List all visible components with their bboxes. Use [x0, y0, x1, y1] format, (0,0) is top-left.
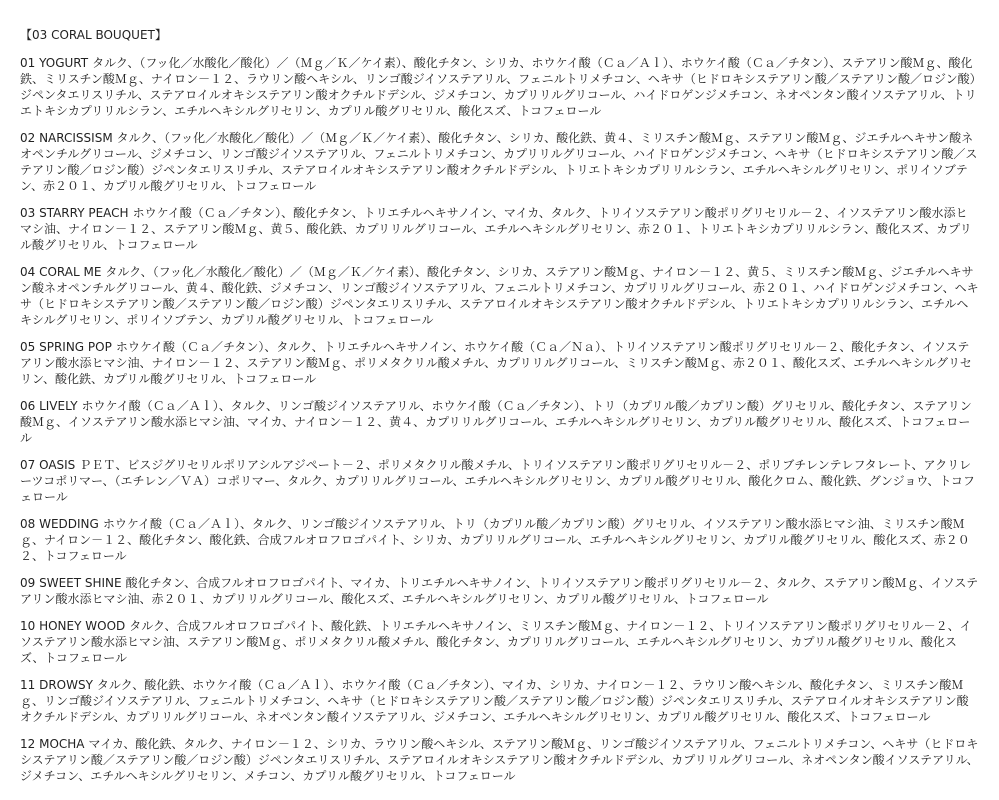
- shade-entry-11: [20, 677, 979, 725]
- shade-ingredients: ホウケイ酸（Ｃａ／チタン）、酸化チタン、トリエチルヘキサノイン、マイカ、タルク、トリイソステアリン酸ポリグリセリル－２、イソステアリン酸水添ヒマシ油、ナイロン－１２、ステアリン酸Ｍｇ、黄５、酸化鉄、カプリリルグリコール、エチルヘキシルグリセリン、赤２０１、トリエトキシカプリリルシラン、酸化スズ、カプリル酸グリセリル、トコフェロール: [20, 206, 972, 252]
- product-heading: 【03 CORAL BOUQUET】: [20, 28, 167, 42]
- shade-name: 02 NARCISSISM: [20, 131, 113, 145]
- shade-entry-02: [20, 130, 979, 194]
- shade-entry-01: [20, 55, 979, 119]
- shade-entry-04: [20, 264, 979, 328]
- shade-ingredients: ＰＥＴ、ビスジグリセリルポリアシルアジペート－２、ポリメタクリル酸メチル、トリイソステアリン酸ポリグリセリル－２、ポリブチレンテレフタレート、アクリレーツコポリマー、（エチレン／ＶＡ）コポリマー、タルク、カプリリルグリコール、エチルヘキシルグリセリン、カプリル酸グリセリル、酸化クロム、酸化鉄、グンジョウ、トコフェロール: [20, 458, 975, 504]
- shade-ingredients: タルク、（フッ化／水酸化／酸化）／（Ｍｇ／Ｋ／ケイ素）、酸化チタン、シリカ、ステアリン酸Ｍｇ、ナイロン－１２、黄５、ミリスチン酸Ｍｇ、ジエチルヘキサン酸ネオペンチルグリコール、黄４、酸化鉄、ジメチコン、リンゴ酸ジイソステアリル、フェニルトリメチコン、カプリリルグリコール、赤２０１、ハイドロゲンジメチコン、ヘキサ（ヒドロキシステアリン酸／ステアリン酸／ロジン酸）ジペンタエリスリチル、ステアロイルオキシステアリン酸オクチルドデシル、トリエトキシカプリリルシラン、エチルヘキシルグリセリン、ポリイソブテン、カプリル酸グリセリル、トコフェロール: [20, 265, 979, 327]
- shade-entry-07: [20, 457, 979, 505]
- shade-name: 09 SWEET SHINE: [20, 576, 122, 590]
- shade-ingredients: ホウケイ酸（Ｃａ／Ａｌ）、タルク、リンゴ酸ジイソステアリル、トリ（カプリル酸／カプリン酸）グリセリル、イソステアリン酸水添ヒマシ油、ミリスチン酸Ｍｇ、ナイロン－１２、酸化チタン、酸化鉄、合成フルオロフロゴパイト、シリカ、カプリリルグリコール、エチルヘキシルグリセリン、カプリル酸グリセリル、酸化スズ、赤２０２、トコフェロール: [20, 517, 970, 563]
- shade-name: 11 DROWSY: [20, 678, 93, 692]
- shade-ingredients: マイカ、酸化鉄、タルク、ナイロン－１２、シリカ、ラウリン酸ヘキシル、ステアリン酸Ｍｇ、リンゴ酸ジイソステアリル、フェニルトリメチコン、ヘキサ（ヒドロキシステアリン酸／ステアリン酸／ロジン酸）ジペンタエリスリチル、ステアロイルオキシステアリン酸オクチルドデシル、カプリリルグリコール、ネオペンタン酸イソステアリル、ジメチコン、エチルヘキシルグリセリン、メチコン、カプリル酸グリセリル、トコフェロール: [20, 737, 979, 783]
- shade-entry-03: [20, 205, 979, 253]
- shade-name: 03 STARRY PEACH: [20, 206, 129, 220]
- shade-ingredients: タルク、合成フルオロフロゴパイト、酸化鉄、トリエチルヘキサノイン、ミリスチン酸Ｍｇ、ナイロン－１２、トリイソステアリン酸ポリグリセリル－２、イソステアリン酸水添ヒマシ油、ステアリン酸Ｍｇ、ポリメタクリル酸メチル、酸化チタン、カプリリルグリコール、エチルヘキシルグリセリン、カプリル酸グリセリル、酸化スズ、トコフェロール: [20, 619, 972, 665]
- shade-entry-09: [20, 575, 979, 607]
- shade-name: 01 YOGURT: [20, 56, 89, 70]
- shade-entry-08: [20, 516, 979, 564]
- shade-name: 05 SPRING POP: [20, 340, 112, 354]
- shade-entry-10: [20, 618, 979, 666]
- shade-entry-06: [20, 398, 979, 446]
- shade-ingredients: タルク、（フッ化／水酸化／酸化）／（Ｍｇ／Ｋ／ケイ素）、酸化チタン、シリカ、ホウケイ酸（Ｃａ／Ａｌ）、ホウケイ酸（Ｃａ／チタン）、ステアリン酸Ｍｇ、酸化鉄、ミリスチン酸Ｍｇ、ナイロン－１２、ラウリン酸ヘキシル、リンゴ酸ジイソステアリル、フェニルトリメチコン、ヘキサ（ヒドロキシステアリン酸／ステアリン酸／ロジン酸）ジペンタエリスリチル、ステアロイルオキシステアリン酸オクチルドデシル、ジメチコン、カプリリルグリコール、ハイドロゲンジメチコン、ネオペンタン酸イソステアリル、トリエトキシカプリリルシラン、エチルヘキシルグリセリン、カプリル酸グリセリル、酸化スズ、トコフェロール: [20, 56, 977, 118]
- shade-name: 07 OASIS: [20, 458, 76, 472]
- shade-name: 06 LIVELY: [20, 399, 78, 413]
- shade-ingredients: タルク、酸化鉄、ホウケイ酸（Ｃａ／Ａｌ）、ホウケイ酸（Ｃａ／チタン）、マイカ、シリカ、ナイロン－１２、ラウリン酸ヘキシル、酸化チタン、ミリスチン酸Ｍｇ、リンゴ酸ジイソステアリル、フェニルトリメチコン、ヘキサ（ヒドロキシステアリン酸／ステアリン酸／ロジン酸）ジペンタエリスリチル、ステアロイルオキシステアリン酸オクチルドデシル、カプリリルグリコール、ネオペンタン酸イソステアリル、ジメチコン、エチルヘキシルグリセリン、カプリル酸グリセリル、酸化スズ、トコフェロール: [20, 678, 969, 724]
- shade-entry-05: [20, 339, 979, 387]
- shade-name: 12 MOCHA: [20, 737, 85, 751]
- shade-name: 08 WEDDING: [20, 517, 99, 531]
- shade-entry-12: [20, 736, 979, 784]
- shade-ingredients: ホウケイ酸（Ｃａ／Ａｌ）、タルク、リンゴ酸ジイソステアリル、ホウケイ酸（Ｃａ／チタン）、トリ（カプリル酸／カプリン酸）グリセリル、酸化チタン、ステアリン酸Ｍｇ、イソステアリン酸水添ヒマシ油、マイカ、ナイロン－１２、黄４、カプリリルグリコール、エチルヘキシルグリセリン、カプリル酸グリセリル、酸化スズ、トコフェロール: [20, 399, 972, 445]
- shade-name: 04 CORAL ME: [20, 265, 102, 279]
- shade-ingredients: ホウケイ酸（Ｃａ／チタン）、タルク、トリエチルヘキサノイン、ホウケイ酸（Ｃａ／Ｎａ）、トリイソステアリン酸ポリグリセリル－２、酸化チタン、イソステアリン酸水添ヒマシ油、ナイロン－１２、ステアリン酸Ｍｇ、ポリメタクリル酸メチル、カプリリルグリコール、ミリスチン酸Ｍｇ、赤２０１、酸化スズ、エチルヘキシルグリセリン、酸化鉄、カプリル酸グリセリル、トコフェロール: [20, 340, 972, 386]
- shade-ingredients: 酸化チタン、合成フルオロフロゴパイト、マイカ、トリエチルヘキサノイン、トリイソステアリン酸ポリグリセリル－２、タルク、ステアリン酸Ｍｇ、イソステアリン酸水添ヒマシ油、赤２０１、カプリリルグリコール、酸化スズ、エチルヘキシルグリセリン、カプリル酸グリセリル、トコフェロール: [20, 576, 979, 606]
- shade-ingredients: タルク、（フッ化／水酸化／酸化）／（Ｍｇ／Ｋ／ケイ素）、酸化チタン、シリカ、酸化鉄、黄４、ミリスチン酸Ｍｇ、ステアリン酸Ｍｇ、ジエチルヘキサン酸ネオペンチルグリコール、ジメチコン、リンゴ酸ジイソステアリル、フェニルトリメチコン、カプリリルグリコール、ハイドロゲンジメチコン、ヘキサ（ヒドロキシステアリン酸／ステアリン酸／ロジン酸）ジペンタエリスリチル、ステアロイルオキシステアリン酸オクチルドデシル、トリエトキシカプリリルシラン、エチルヘキシルグリセリン、ポリイソブテン、赤２０１、カプリル酸グリセリル、トコフェロール: [20, 131, 978, 193]
- shade-name: 10 HONEY WOOD: [20, 619, 126, 633]
